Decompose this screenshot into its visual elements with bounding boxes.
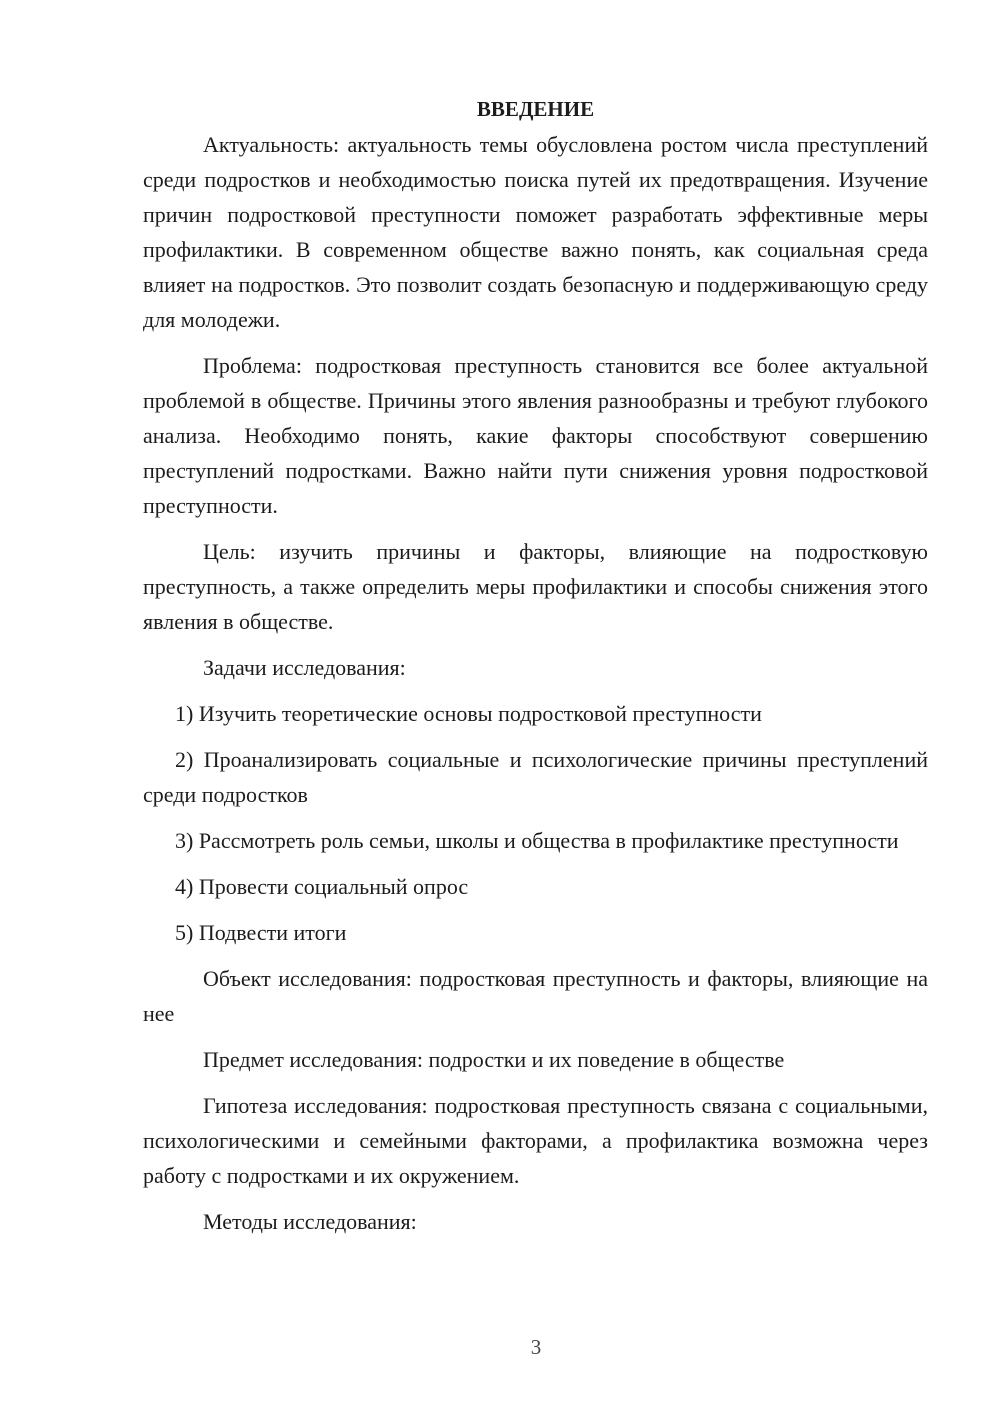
task-item-2: 2) Проанализировать социальные и психологические причины преступлений среди подростков (143, 747, 928, 807)
page-number: 3 (530, 1335, 542, 1359)
paragraph-relevance: Актуальность: актуальность темы обусловлена ростом числа преступлений среди подростков и необходимостью поиска путей их предотвращения. Изучение причин подростковой преступности поможет разработать эффективные меры профилактики. В современном обществе важно понять, как социальная среда влияет на подростков. Это позволит создать безопасную и поддерживающую среду для молодежи. (143, 132, 928, 332)
task-item-3: 3) Рассмотреть роль семьи, школы и общества в профилактике преступности (175, 828, 899, 853)
paragraph-problem: Проблема: подростковая преступность становится все более актуальной проблемой в обществе. Причины этого явления разнообразны и требуют глубокого анализа. Необходимо понять, какие факторы способствуют совершению преступлений подростками. Важно найти пути снижения уровня подростковой преступности. (143, 353, 928, 518)
paragraph-goal: Цель: изучить причины и факторы, влияющие на подростковую преступность, а также определить меры профилактики и способы снижения этого явления в обществе. (143, 539, 928, 634)
paragraph-tasks-heading: Задачи исследования: (203, 655, 406, 680)
document-page (143, 95, 928, 1239)
paragraph-hypothesis: Гипотеза исследования: подростковая преступность связана с социальными, психологическими и семейными факторами, а профилактика возможна через работу с подростками и их окружением. (143, 1093, 928, 1188)
paragraph-methods: Методы исследования: (203, 1209, 417, 1234)
task-item-5: 5) Подвести итоги (175, 920, 347, 945)
section-title: ВВЕДЕНИЕ (476, 97, 595, 121)
task-item-4: 4) Провести социальный опрос (175, 874, 469, 899)
paragraph-object: Объект исследования: подростковая преступность и факторы, влияющие на нее (143, 966, 928, 1026)
paragraph-subject: Предмет исследования: подростки и их поведение в обществе (203, 1047, 785, 1072)
task-item-1: 1) Изучить теоретические основы подростковой преступности (175, 701, 762, 726)
